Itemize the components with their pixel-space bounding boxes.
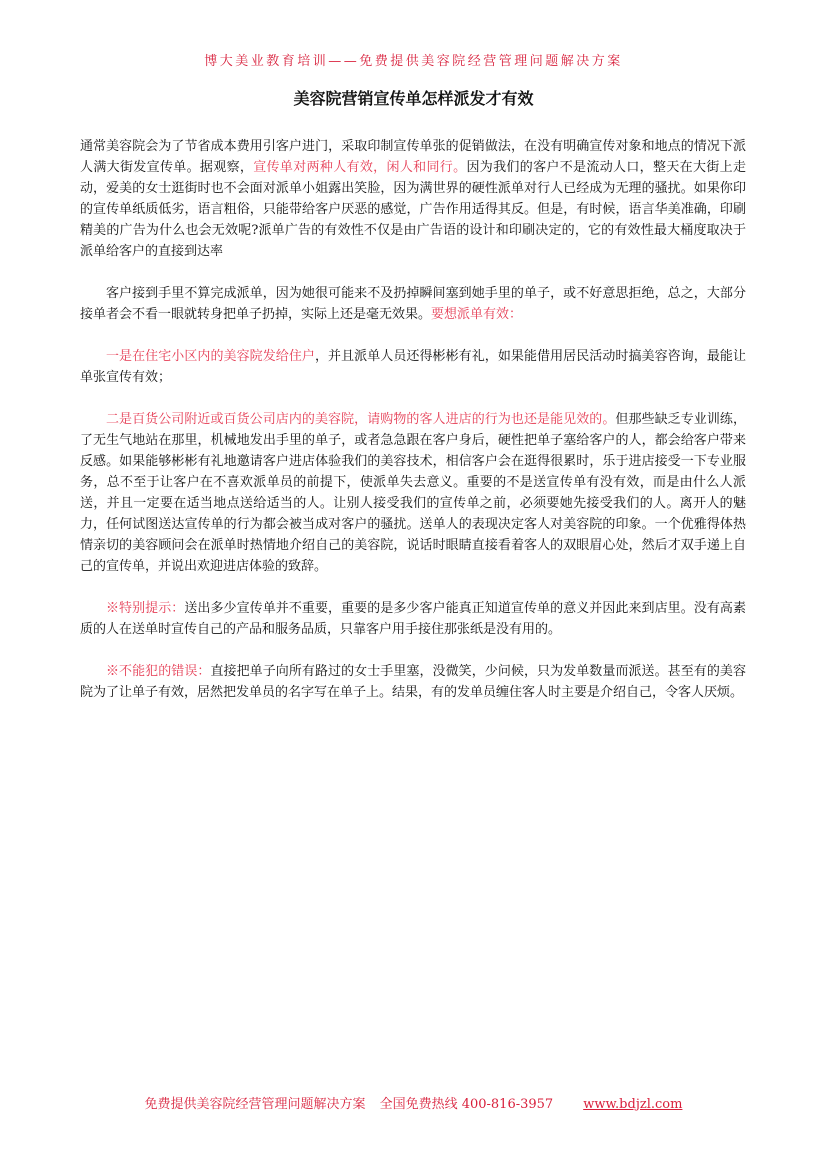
paragraph-1-text-b: 因为我们的客户不是流动人口，整天在大街上走动，爱美的女士逛街时也不会面对派单小姐露出笑脸，因为满世界的硬性派单对行人已经成为无理的骚扰。如果你印的宣传单纸质低劣，语言粗俗，只能带给客户厌恶的感觉，广告作用适得其反。但是，有时候，语言华美准确，印刷精美的广告为什么也会无效呢?派单广告的有效性不仅是由广告语的设计和印刷决定的，它的有效性最大桶度取决于派单给客户的直接到达率 [80,160,746,259]
paragraph-1-text-a: 通常美容院会为了节省成本费用引客户进门，采取印制宣传单张的促销做法，在没有明确宣传对象和地点的情况下派人满大街发宣传单。据观察， [80,139,746,175]
paragraph-3-highlight: 一是在住宅小区内的美容院发给住户 [106,349,315,364]
paragraph-2-text-a: 客户接到手里不算完成派单，因为她很可能来不及扔掉瞬间塞到她手里的单子，或不好意思拒绝，总之，大部分接单者会不看一眼就转身把单子扔掉，实际上还是毫无效果。 [80,286,746,322]
paragraph-3-text-b: ，并且派单人员还得彬彬有礼，如果能借用居民活动时搞美容咨询，最能让单张宣传有效； [80,349,746,385]
page-footer [0,1093,827,1112]
footer-slogan: 免费提供美容院经营管理问题解决方案 [144,1097,366,1112]
paragraph-1 [80,136,746,262]
paragraph-2-highlight: 要想派单有效： [431,307,523,322]
footer-website-link[interactable]: www.bdjzl.com [583,1097,683,1112]
paragraph-4-text-b: 但那些缺乏专业训练，了无生气地站在那里，机械地发出手里的单子，或者急急跟在客户身后，硬性把单子塞给客户的人，都会给客户带来反感。如果能够彬彬有礼地邀请客户进店体验我们的美容技术，相信客户会在逛得很累时，乐于进店接受一下专业服务，总不至于让客户在不喜欢派单员的前提下，使派单失去意义。重要的不是送宣传单有没有效，而是由什么人派送，并且一定要在适当地点送给适当的人。让别人接受我们的宣传单之前，必须要她先接受我们的人。离开人的魅力，任何试图送达宣传单的行为都会被当成对客户的骚扰。送单人的表现决定客人对美容院的印象。一个优雅得体热情亲切的美容顾问会在派单时热情地介绍自己的美容院，说话时眼睛直接看着客人的双眼眉心处，然后才双手递上自己的宣传单，并说出欢迎进店体验的致辞。 [80,412,746,574]
page-header: 博大美业教育培训——免费提供美容院经营管理问题解决方案 [204,54,623,69]
paragraph-2 [80,283,746,325]
paragraph-5 [80,598,746,640]
article-title: 美容院营销宣传单怎样派发才有效 [293,89,534,108]
special-tip-label: ※特别提示： [106,601,185,616]
paragraph-6 [80,661,746,703]
paragraph-3 [80,346,746,388]
paragraph-1-highlight: 宣传单对两种人有效，闲人和同行。 [253,160,467,175]
mistake-label: ※不能犯的错误： [106,664,211,679]
paragraph-5-text-b: 送出多少宣传单并不重要，重要的是多少客户能真正知道宣传单的意义并因此来到店里。没有高素质的人在送单时宣传自己的产品和服务品质，只靠客户用手接住那张纸是没有用的。 [80,601,746,637]
paragraph-4 [80,409,746,577]
paragraph-4-highlight: 二是百货公司附近或百货公司店内的美容院，请购物的客人进店的行为也还是能见效的。 [106,412,616,427]
footer-hotline: 全国免费热线 400-816-3957 [379,1097,554,1112]
paragraph-6-text-b: 直接把单子向所有路过的女士手里塞，没微笑，少问候，只为发单数量而派送。甚至有的美容院为了让单子有效，居然把发单员的名字写在单子上。结果，有的发单员缠住客人时主要是介绍自己，令客人厌烦。 [80,664,746,700]
article-body [80,136,746,724]
